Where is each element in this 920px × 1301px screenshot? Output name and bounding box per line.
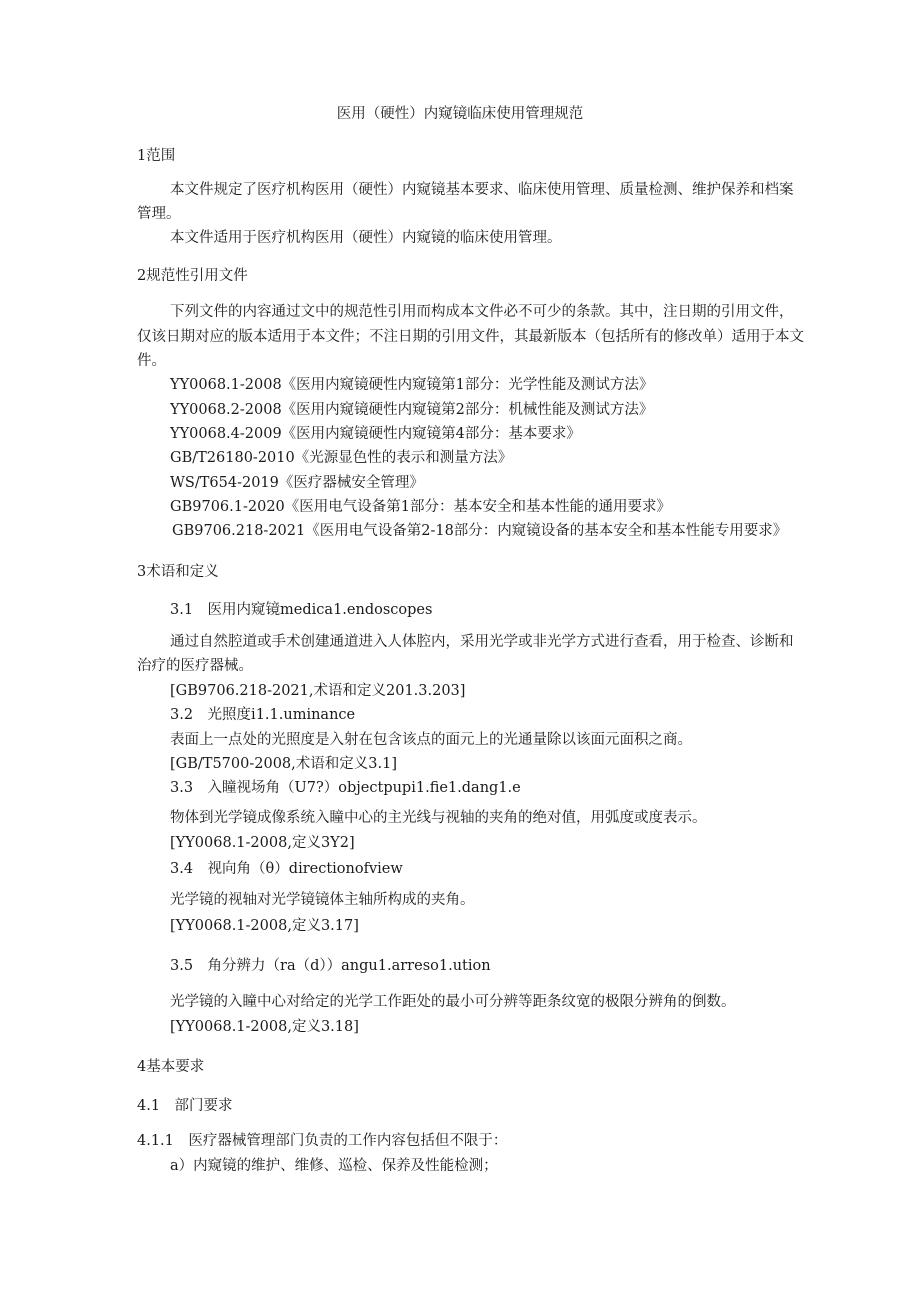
term-3-1-source: [GB9706.218-2021,术语和定义201.3.203]	[170, 683, 466, 699]
section-4-1-heading: 4.1 部门要求	[137, 1098, 233, 1114]
section-1-paragraph-1-line-1: 本文件规定了医疗机构医用（硬性）内窥镜基本要求、临床使用管理、质量检测、维护保养和档案	[170, 182, 794, 198]
section-1-heading: 1范围	[137, 148, 176, 164]
reference-item: GB9706.1-2020《医用电气设备第1部分：基本安全和基本性能的通用要求》	[170, 499, 671, 515]
section-4-1-1-text: 4.1.1 医疗器械管理部门负责的工作内容包括但不限于：	[137, 1133, 508, 1149]
term-3-3-source: [YY0068.1-2008,定义3Y2]	[170, 835, 355, 851]
term-3-1-definition-line-2: 治疗的医疗器械。	[137, 658, 253, 674]
term-3-4-title: 3.4 视向角（θ）directionofview	[170, 861, 403, 877]
reference-item: YY0068.4-2009《医用内窥镜硬性内窥镜第4部分：基本要求》	[170, 426, 581, 442]
section-1-paragraph-2: 本文件适用于医疗机构医用（硬性）内窥镜的临床使用管理。	[170, 230, 562, 246]
term-3-4-source: [YY0068.1-2008,定义3.17]	[170, 918, 359, 934]
list-item-a: a）内窥镜的维护、维修、巡检、保养及性能检测；	[170, 1158, 498, 1174]
section-3-heading: 3术语和定义	[137, 564, 219, 580]
term-3-5-definition: 光学镜的入瞳中心对给定的光学工作距处的最小可分辨等距条纹宽的极限分辨角的倒数。	[170, 994, 736, 1010]
reference-item: YY0068.1-2008《医用内窥镜硬性内窥镜第1部分：光学性能及测试方法》	[170, 377, 654, 393]
reference-item: YY0068.2-2008《医用内窥镜硬性内窥镜第2部分：机械性能及测试方法》	[170, 402, 654, 418]
term-3-4-definition: 光学镜的视轴对光学镜镜体主轴所构成的夹角。	[170, 892, 475, 908]
document-title: 医用（硬性）内窥镜临床使用管理规范	[336, 106, 584, 122]
term-3-5-source: [YY0068.1-2008,定义3.18]	[170, 1019, 359, 1035]
section-1-paragraph-1-line-2: 管理。	[137, 206, 181, 222]
reference-item: WS/T654-2019《医疗器械安全管理》	[170, 475, 424, 491]
term-3-3-title: 3.3 入瞳视场角（U7?）objectpupi1.fie1.dang1.e	[170, 780, 521, 796]
section-4-heading: 4基本要求	[137, 1059, 205, 1075]
term-3-3-definition: 物体到光学镜成像系统入瞳中心的主光线与视轴的夹角的绝对值，用弧度或度表示。	[170, 810, 707, 826]
term-3-1-title: 3.1 医用内窥镜medica1.endoscopes	[170, 602, 433, 618]
section-2-paragraph-line-2: 仅该日期对应的版本适用于本文件；不注日期的引用文件，其最新版本（包括所有的修改单）适用于本文	[137, 329, 804, 345]
term-3-5-title: 3.5 角分辨力（ra（d））angu1.arreso1.ution	[170, 958, 491, 974]
term-3-2-definition: 表面上一点处的光照度是入射在包含该点的面元上的光通量除以该面元面积之商。	[170, 732, 692, 748]
term-3-2-title: 3.2 光照度i1.1.uminance	[170, 707, 356, 723]
section-2-heading: 2规范性引用文件	[137, 268, 248, 284]
term-3-1-definition-line-1: 通过自然腔道或手术创建通道进入人体腔内，采用光学或非光学方式进行查看，用于检查、诊断和	[170, 634, 794, 650]
section-2-paragraph-line-3: 件。	[137, 353, 166, 369]
term-3-2-source: [GB/T5700-2008,术语和定义3.1]	[170, 756, 397, 772]
reference-item: GB9706.218-2021《医用电气设备第2-18部分：内窥镜设备的基本安全和基本性能专用要求》	[172, 523, 788, 539]
reference-item: GB/T26180-2010《光源显色性的表示和测量方法》	[170, 450, 513, 466]
section-2-paragraph-line-1: 下列文件的内容通过文中的规范性引用而构成本文件必不可少的条款。其中，注日期的引用文件，	[170, 304, 794, 320]
